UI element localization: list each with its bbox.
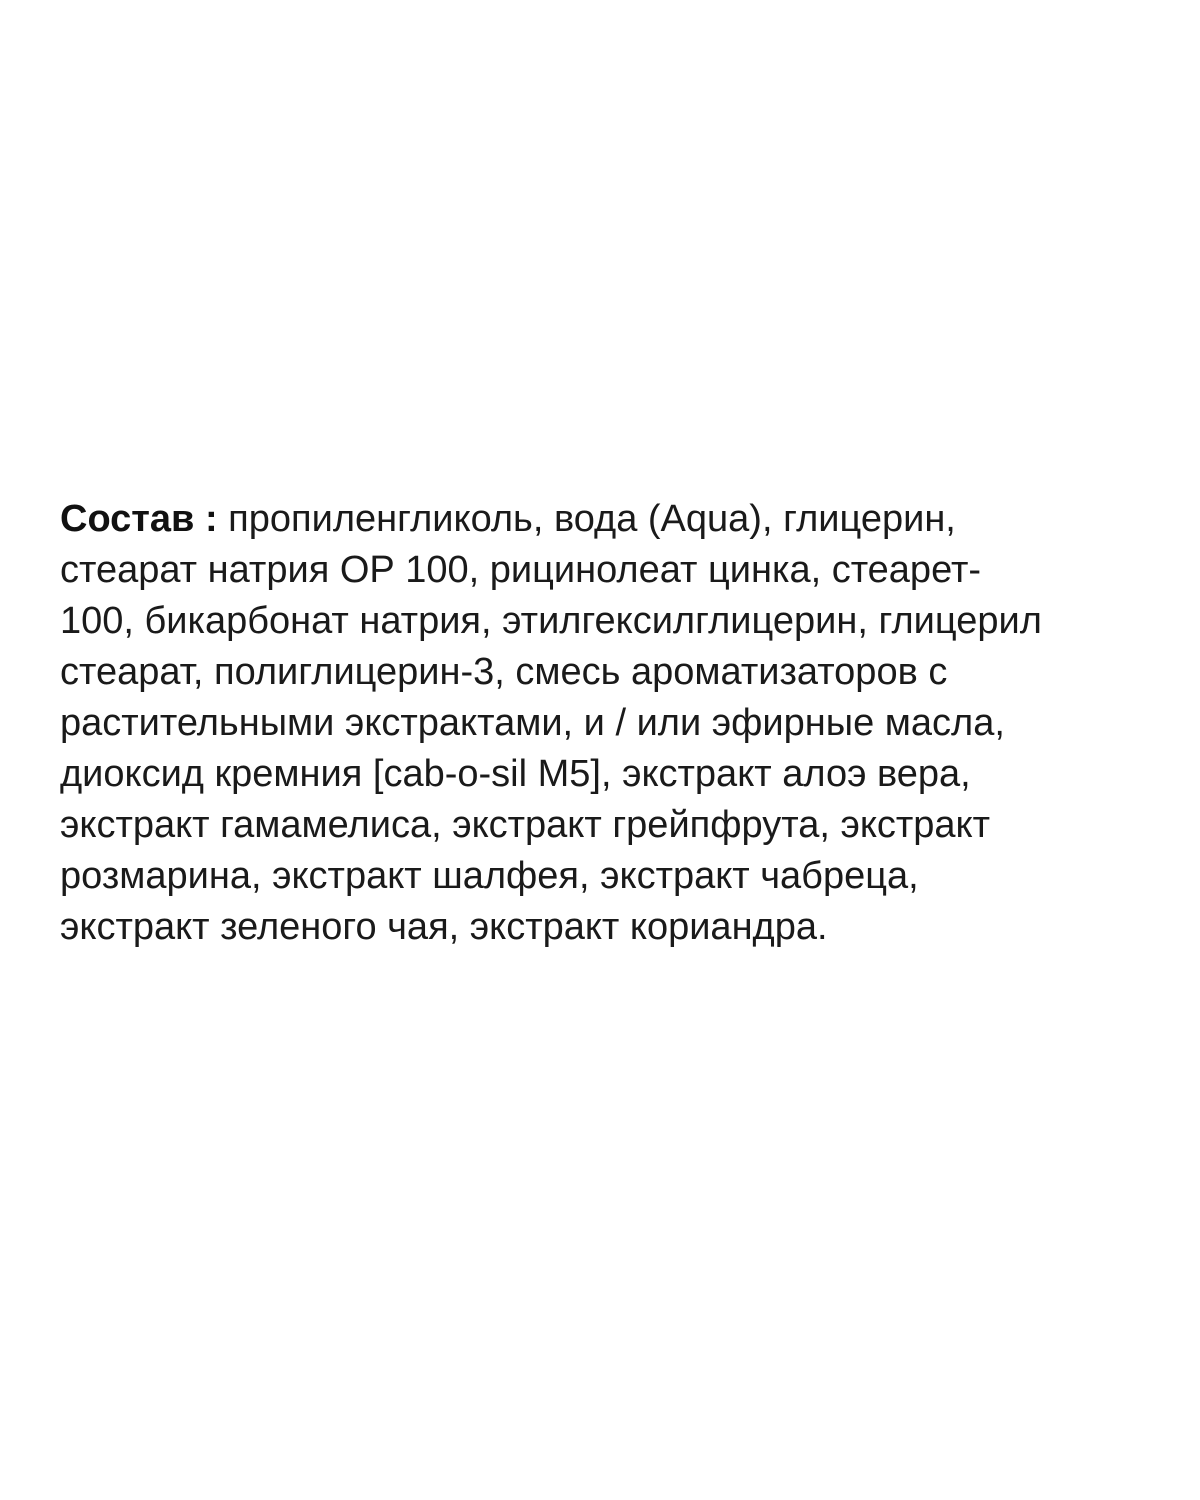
composition-line-4: стеарат, полиглицерин-3, смесь ароматизаторов с [60,651,948,693]
composition-line-2: стеарат натрия ОР 100, рицинолеат цинка, стеарет- [60,549,981,591]
composition-label: Состав : [60,498,218,540]
composition-line-5: растительными экстрактами, и / или эфирные масла, [60,702,1005,744]
composition-line-7: экстракт гамамелиса, экстракт грейпфрута, экстракт [60,804,991,846]
composition-line-9: экстракт зеленого чая, экстракт кориандра. [60,906,828,948]
composition-line-8: розмарина, экстракт шалфея, экстракт чабреца, [60,855,919,897]
composition-line-text: пропиленгликоль, вода (Aqua), глицерин, [217,498,956,540]
composition-line-1 [60,494,1170,545]
composition-line-3: 100, бикарбонат натрия, этилгексилглицерин, глицерил [60,600,1042,642]
composition-line-6: диоксид кремния [cab-o-sil M5], экстракт алоэ вера, [60,753,971,795]
composition-text [60,494,1170,953]
